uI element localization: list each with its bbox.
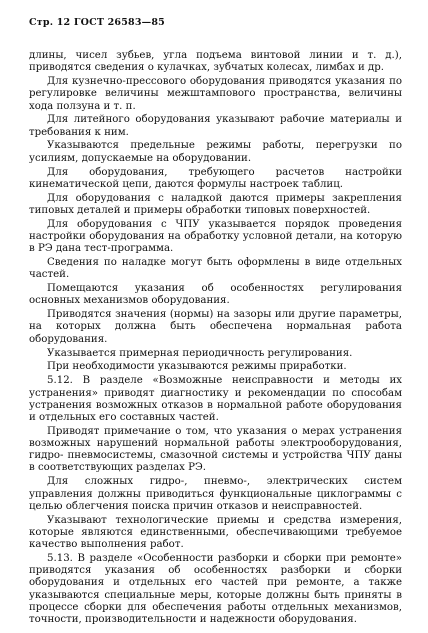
paragraph: Приводятся значения (нормы) на зазоры или другие параметры, на которых должна быть обеспечена нормальная работа оборудования.	[29, 309, 402, 345]
paragraph: Помещаются указания об особенностях регулирования основных механизмов оборудования.	[29, 283, 402, 307]
paragraph: Указываются предельные режимы работы, перегрузки по усилиям, допускаемые на оборудовании.	[29, 140, 402, 164]
paragraph: Указывают технологические приемы и средства измерения, которые являются единственными, обеспечивающими требуемое качество выполнения работ.	[29, 514, 402, 551]
paragraph: Приводят примечание о том, что указания о мерах устранения возможных нарушений нормальной работы электрооборудования, гидро- пневмосистемы, смазочной системы и устройства ЧПУ даны в соответствующих разделах РЭ.	[29, 425, 402, 474]
paragraph: Для оборудования, требующего расчетов настройки кинематической цепи, даются формулы настроек таблиц.	[29, 166, 402, 190]
paragraph: Для оборудования с наладкой даются примеры закрепления типовых деталей и примеры обработки типовых поверхностей.	[29, 192, 402, 216]
paragraph: Указывается примерная периодичность регулирования.	[47, 347, 353, 359]
paragraph: Для литейного оборудования указывают рабочие материалы и требования к ним.	[29, 114, 402, 138]
section-paragraph: 5.13. В разделе «Особенности разборки и сборки при ремонте» приводятся указания об особенностях разборки и сборки оборудования и отдельных его частей при ремонте, а также указываются специальные меры, которые должны быть приняты в процессе сборки для обеспечения работы отдельных механизмов, точности, производительности и надежности оборудования.	[29, 552, 402, 625]
paragraph: длины, чисел зубьев, угла подъема винтовой линии и т. д.), приводятся сведения о кулачках, зубчатых колесах, лимбах и др.	[29, 50, 402, 74]
paragraph: Для оборудования с ЧПУ указывается порядок проведения настройки оборудования на обработку условной детали, на которую в РЭ дана тест-программа.	[29, 218, 402, 255]
section-paragraph: 5.12. В разделе «Возможные неисправности и методы их устранения» приводят диагностику и рекомендации по способам устранения возможных отказов в нормальной работе оборудования и отдельных его составных частей.	[29, 375, 402, 423]
paragraph: Сведения по наладке могут быть оформлены в виде отдельных частей.	[29, 257, 402, 281]
page-header: Стр. 12 ГОСТ 26583—85	[29, 17, 165, 28]
body-text	[29, 50, 402, 628]
paragraph: Для сложных гидро-, пневмо-, электрических систем управления должны приводиться функциональные циклограммы с целью облегчения поиска причин отказов и неисправностей.	[29, 476, 402, 512]
paragraph: При необходимости указываются режимы приработки.	[47, 361, 347, 373]
paragraph: Для кузнечно-прессового оборудования приводятся указания по регулировке величины межштампового пространства, величины хода ползуна и т. п.	[29, 76, 402, 112]
